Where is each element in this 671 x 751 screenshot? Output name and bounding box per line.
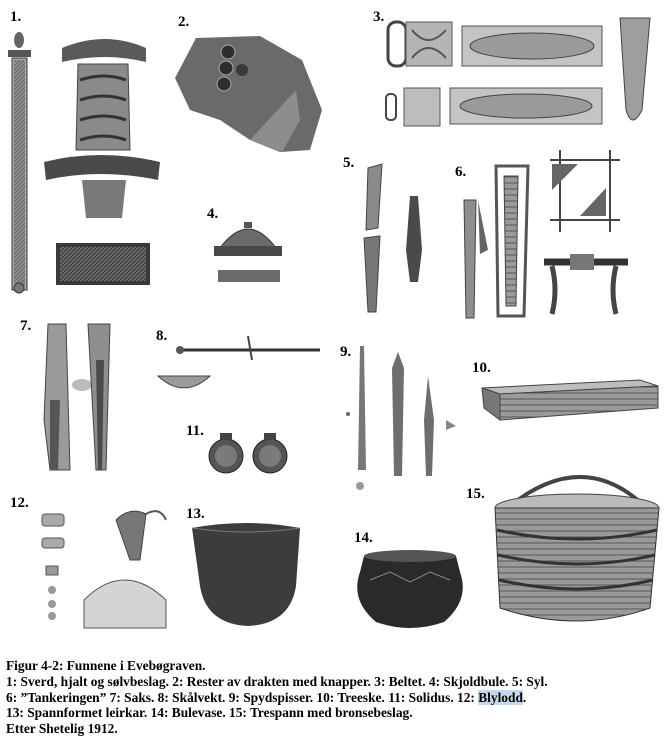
item-number-13: 13. [186,506,205,522]
caption-title: Figur 4-2: Funnene i Evebøgraven. [6,658,206,673]
sword-drawing [8,32,31,293]
item-number-6: 6. [455,164,467,180]
caption-line-3: 13: Spannformet leirkar. 14: Bulevase. 15: Trespann med bronsebeslag. [6,705,413,721]
wooden-bucket-drawing [495,477,659,621]
item-number-3: 3. [373,9,385,25]
highlighted-word: Blylodd [478,689,523,705]
bule-vase-drawing [357,550,463,628]
caption-line-2-start: 6: ”Tankeringen” 7: Saks. 8: Skålvekt. 9: Spydspisser. 10: Treeske. 11: Solidus. 12: [6,689,479,705]
shears-drawing [44,324,110,470]
balance-scale-drawing [158,336,320,388]
item-number-7: 7. [20,318,32,334]
figure-caption [6,658,666,737]
silver-mount-drawing [56,243,150,285]
caption-line-2-end: . [522,689,527,705]
item-number-14: 14. [354,530,373,546]
wooden-box-drawing [482,380,658,420]
item-number-1: 1. [10,9,22,25]
item-number-15: 15. [466,486,485,502]
item-number-9: 9. [340,344,352,360]
item-number-5: 5. [343,155,355,171]
awl-drawing [364,164,422,312]
spear-heads-drawing [346,346,456,490]
caption-line-2 [6,690,666,706]
solidus-coins-drawing [209,433,287,473]
item-number-11: 11. [186,423,204,439]
tankeringen-drawing [464,150,628,318]
caption-source: Etter Shetelig 1912. [6,721,118,737]
item-number-12: 12. [10,495,29,511]
lead-weights-drawing [42,511,166,628]
clothing-remains-drawing [175,36,322,152]
shield-boss-drawing [214,222,282,282]
item-number-10: 10. [472,360,491,376]
hilt-drawing [44,39,160,218]
clay-pot-drawing [192,523,300,626]
belt-drawing [386,18,650,126]
item-number-4: 4. [207,206,219,222]
item-number-8: 8. [156,328,168,344]
item-number-2: 2. [178,14,190,30]
caption-line-1: 1: Sverd, hjalt og sølvbeslag. 2: Rester av drakten med knapper. 3: Beltet. 4: Skjoldbule. 5: Syl. [6,673,548,689]
